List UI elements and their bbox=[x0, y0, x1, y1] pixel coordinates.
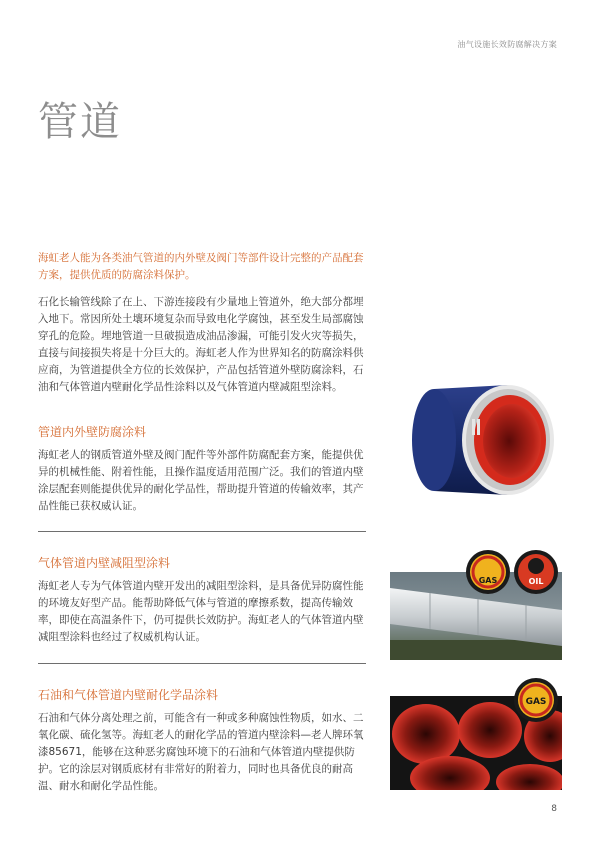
section-divider bbox=[38, 663, 366, 664]
gas-badge-icon bbox=[466, 550, 510, 594]
intro-body: 石化长输管线除了在上、下游连接段有少量地上管道外，绝大部分都埋入地下。常因所处土壤环境复杂而导致电化学腐蚀，甚至发生局部腐蚀穿孔的危险。埋地管道一旦破损造成油品渗漏，可能引发火灾等损失，直接与间接损失将是十分巨大的。海虹老人作为世界知名的防腐涂料供应商，为管道提供全方位的长效保护，产品包括管道外壁防腐涂料，石油和气体管道内壁耐化学品性涂料以及气体管道内壁减阻型涂料。 bbox=[38, 296, 364, 393]
coated-pipe-image bbox=[404, 375, 560, 503]
section-gas-drag-reduction bbox=[38, 554, 368, 646]
section-divider bbox=[38, 531, 366, 532]
running-header: 油气设施长效防腐解决方案 bbox=[457, 40, 557, 49]
section-pipe-coatings bbox=[38, 423, 368, 515]
section-chemical-resistant bbox=[38, 686, 368, 795]
section-title: 石油和气体管道内壁耐化学品涂料 bbox=[38, 688, 219, 702]
section-body: 石油和气体分离处理之前，可能含有一种或多种腐蚀性物质，如水、二氧化碳、硫化氢等。海虹老人的耐化学品的管道内壁涂料—老人牌环氧漆85671，能够在这种恶劣腐蚀环境下的石油和气体管道内壁提供防护。它的涂层对钢质底材有非常好的附着力，同时也具备优良的耐高温、耐水和耐化学品性能。 bbox=[38, 712, 364, 792]
intro-lead: 海虹老人能为各类油气管道的内外壁及阀门等部件设计完整的产品配套方案，提供优质的防腐涂料保护。 bbox=[38, 252, 364, 281]
gas-badge-label: GAS bbox=[525, 697, 547, 707]
gas-pipeline-image bbox=[390, 544, 562, 660]
section-body: 海虹老人专为气体管道内壁开发出的减阻型涂料，是具备优异防腐性能的环境友好型产品。能帮助降低气体与管道的摩擦系数，提高传输效率，即使在高温条件下，仍可提供长效防护。海虹老人的气体管道内壁减阻型涂料也经过了权威机构认证。 bbox=[38, 580, 364, 643]
oil-badge-icon bbox=[514, 550, 558, 594]
page-number: 8 bbox=[551, 804, 557, 814]
section-body: 海虹老人的钢质管道外壁及阀门配件等外部件防腐配套方案，能提供优异的机械性能、附着性能，且操作温度适用范围广泛。我们的管道内壁涂层配套则能提供优异的耐化学品性，帮助提升管道的传输效率，其产品性能已获权威认证。 bbox=[38, 449, 364, 512]
section-title: 气体管道内壁减阻型涂料 bbox=[38, 556, 171, 570]
gas-badge-icon bbox=[514, 678, 558, 722]
oil-gas-pipes-image bbox=[390, 674, 562, 790]
page-title: 管道 bbox=[38, 99, 122, 145]
oil-badge-label: OIL bbox=[528, 577, 544, 586]
section-title: 管道内外壁防腐涂料 bbox=[38, 425, 147, 439]
gas-badge-label: GAS bbox=[478, 576, 498, 585]
